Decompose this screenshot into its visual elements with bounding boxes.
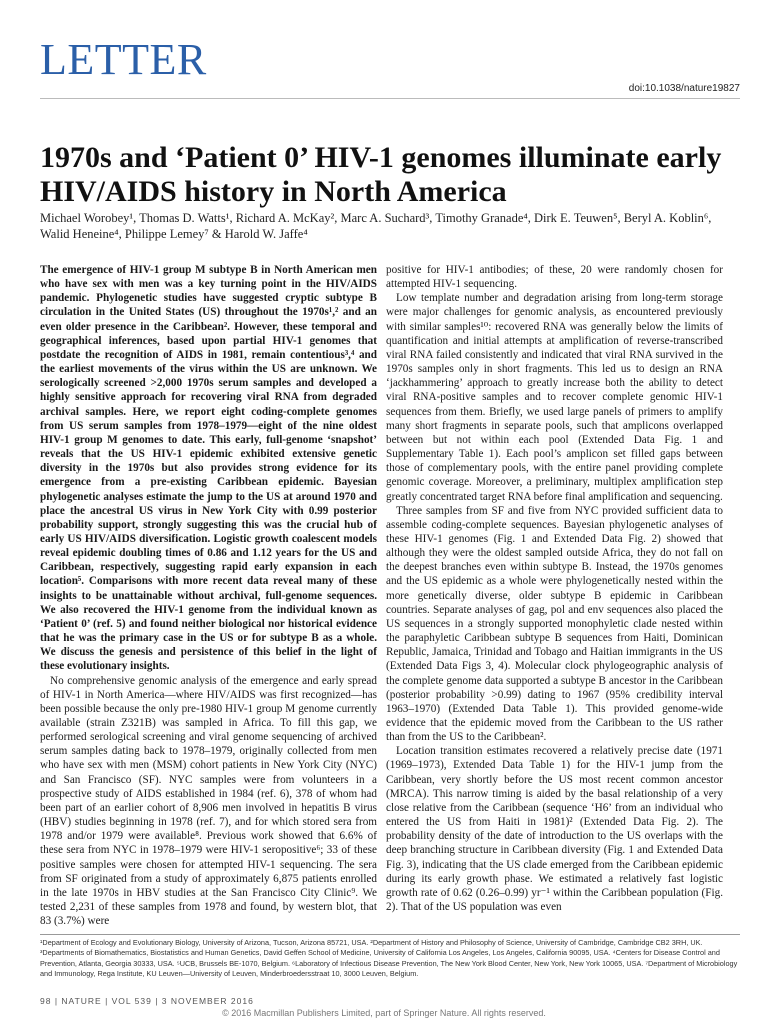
body-paragraph: Three samples from SF and five from NYC provided sufficient data to assemble coding-complete sequences. Bayesian phylogenetic analyses of these HIV-1 genomes (Fig. 1 and Extended Data Fig. 2) showed that although they were the oldest sampled outside Africa, they do not fall on the deepest branches even within subtype B. Instead, the 1970s genomes and the US epidemic as a whole were phylogenetically nested within the more genetically diverse, older subtype B epidemic in Caribbean countries. Separate analyses of gag, pol and env sequences also placed the US sequences in a strongly supported monophyletic clade nested within the paraphyletic Caribbean subtype B sequences from Haiti, Dominican Republic, Jamaica, Trinidad and Tobago and Haitian immigrants in the US (Extended Data Figs 3, 4). Molecular clock phylogeographic analysis of the complete genome data supported a subtype B ancestor in the Caribbean (posterior probability >0.99) dating to 1967 (95% credibility interval 1963–1970) (Extended Data Table 1). This provided genome-wide evidence that the epidemic moved from the Caribbean to the US rather than from the US to the Caribbean². (386, 504, 723, 744)
author-list: Michael Worobey¹, Thomas D. Watts¹, Richard A. McKay², Marc A. Suchard³, Timothy Granade⁴, Dirk E. Teuwen⁵, Beryl A. Koblin⁶, Walid Heneine⁴, Philippe Lemey⁷ & Harold W. Jaffe⁴ (40, 211, 712, 241)
left-column (40, 263, 377, 928)
right-column (386, 263, 723, 914)
header-divider (40, 98, 740, 99)
body-paragraph: Low template number and degradation arising from long-term storage were major challenges for genomic analysis, as encountered previously with similar samples¹⁰: recovered RNA was generally below the limits of quantification and initial attempts at amplification of reverse-transcribed viral RNA failed consistently and indicated that viral RNA survived in the 1970s samples only in short fragments. This led us to design an RNA ‘jackhammering’ approach to greatly increase both the ability to detect viral RNA-positive samples and to recover complete genomic HIV-1 sequences from them. Briefly, we used large panels of primers to amplify many short fragments in separate pools, such that amplicons overlapped between but not within each pool (Extended Data Fig. 1 and Supplementary Table 1). Each pool’s amplicon set filled gaps between those of complementary pools, with the entire panel providing complete genomic coverage. Moreover, a preliminary, multiplex amplification step greatly concentrated target RNA before final amplification and sequencing. (386, 292, 723, 503)
affiliations: ¹Department of Ecology and Evolutionary Biology, University of Arizona, Tucson, Arizona 85721, USA. ²Department of History and Philosophy of Science, University of Cambridge, Cambridge CB2 3RH, UK. ³Departments of Biomathematics, Biostatistics and Human Genetics, David Geffen School of Medicine, University of California Los Angeles, Los Angeles, California 90095, USA. ⁴Centers for Disease Control and Prevention, Atlanta, Georgia 30333, USA. ⁵UCB, Brussels BE-1070, Belgium. ⁶Laboratory of Infectious Disease Prevention, The New York Blood Center, New York, New York 10065, USA. ⁷Department of Microbiology and Immunology, Rega Institute, KU Leuven—University of Leuven, Minderbroedersstraat 10, 3000 Leuven, Belgium. (40, 938, 738, 978)
body-paragraph: Location transition estimates recovered a relatively precise date (1971 (1969–1973), Extended Data Table 1) for the HIV-1 jump from the Caribbean, very shortly before the US most recent common ancestor (MRCA). This narrow timing is aided by the basal relationship of a very close relative from the Caribbean (sequence ‘H6’ from an individual who entered the US from Haiti in 1981)² (Extended Data Fig. 2). The probability density of the date of introduction to the US overlaps with the deep branching structure in Caribbean diversity (Fig. 1 and Extended Data Fig. 3), indicating that the US clade emerged from the Caribbean epidemic during its early growth phase. We estimated a relatively fast logistic growth rate of 0.62 (0.26–0.99) yr⁻¹ within the Caribbean population (Fig. 2). That of the US population was even (386, 745, 723, 914)
page-footer: 98 | NATURE | VOL 539 | 3 NOVEMBER 2016 (40, 996, 254, 1006)
copyright-notice: © 2016 Macmillan Publishers Limited, part of Springer Nature. All rights reserved. (222, 1008, 546, 1018)
body-paragraph: positive for HIV-1 antibodies; of these, 20 were randomly chosen for attempted HIV-1 sequencing. (386, 264, 723, 291)
article-title: 1970s and ‘Patient 0’ HIV-1 genomes illuminate early HIV/AIDS history in North America (40, 141, 722, 208)
doi-link[interactable]: doi:10.1038/nature19827 (628, 83, 740, 94)
footnote-divider (40, 934, 740, 935)
body-paragraph: No comprehensive genomic analysis of the emergence and early spread of HIV-1 in North America—where HIV/AIDS was first recognized—has been possible because the only pre-1980 HIV-1 group M genome currently available (strain Z321B) was sampled in Africa. To fill this gap, we performed serological screening and viral genome sequencing of archived serum samples dating back to 1978–1979, originally collected from men who have sex with men (MSM) cohort patients in New York City (NYC) and San Francisco (SF). NYC samples were from volunteers in a prospective study of AIDS established in 1984 (ref. 6), 378 of whom had been part of an earlier cohort of 8,906 men involved in hepatitis B virus (HBV) studies beginning in 1978 (ref. 7), and for which stored sera from 1978 and/or 1979 were available⁸. Previous work showed that 6.6% of these sera from NYC in 1978–1979 were HIV-1 seropositive⁶; 33 of these positive samples were chosen for attempted HIV-1 sequencing. The sera from SF originated from a study of approximately 6,875 patients enrolled in the late 1970s in HBV studies at the San Francisco City Clinic⁹. We tested 2,231 of these samples from 1978 and found, by western blot, that 83 (3.7%) were (40, 674, 377, 928)
section-label: LETTER (40, 35, 207, 84)
abstract: The emergence of HIV-1 group M subtype B in North American men who have sex with men was a key turning point in the HIV/AIDS pandemic. Phylogenetic studies have suggested cryptic subtype B circulation in the United States (US) throughout the 1970s¹,² and an even older presence in the Caribbean². However, these temporal and geographical inferences, based upon partial HIV-1 genomes that postdate the recognition of AIDS in 1981, remain contentious³,⁴ and the earliest movements of the virus within the US are unknown. We serologically screened >2,000 1970s serum samples and developed a highly sensitive approach for recovering viral RNA from degraded archival samples. Here, we report eight coding-complete genomes from US serum samples from 1978–1979—eight of the nine oldest HIV-1 group M genomes to date. This early, full-genome ‘snapshot’ reveals that the US HIV-1 epidemic exhibited extensive genetic diversity in the 1970s but also provides strong evidence for its emergence from a pre-existing Caribbean epidemic. Bayesian phylogenetic analyses estimate the jump to the US at around 1970 and place the ancestral US virus in New York City with 0.99 posterior probability support, strongly suggesting this was the crucial hub of early US HIV/AIDS diversification. Logistic growth coalescent models reveal epidemic doubling times of 0.86 and 1.12 years for the US and Caribbean, respectively, suggesting rapid early expansion in each location⁵. Comparisons with more recent data reveal many of these insights to be unattainable without archival, full-genome sequences. We also recovered the HIV-1 genome from the individual known as ‘Patient 0’ (ref. 5) and found neither biological nor historical evidence that he was the primary case in the US or for subtype B as a whole. We discuss the genesis and persistence of this belief in the light of these evolutionary insights. (40, 264, 377, 673)
